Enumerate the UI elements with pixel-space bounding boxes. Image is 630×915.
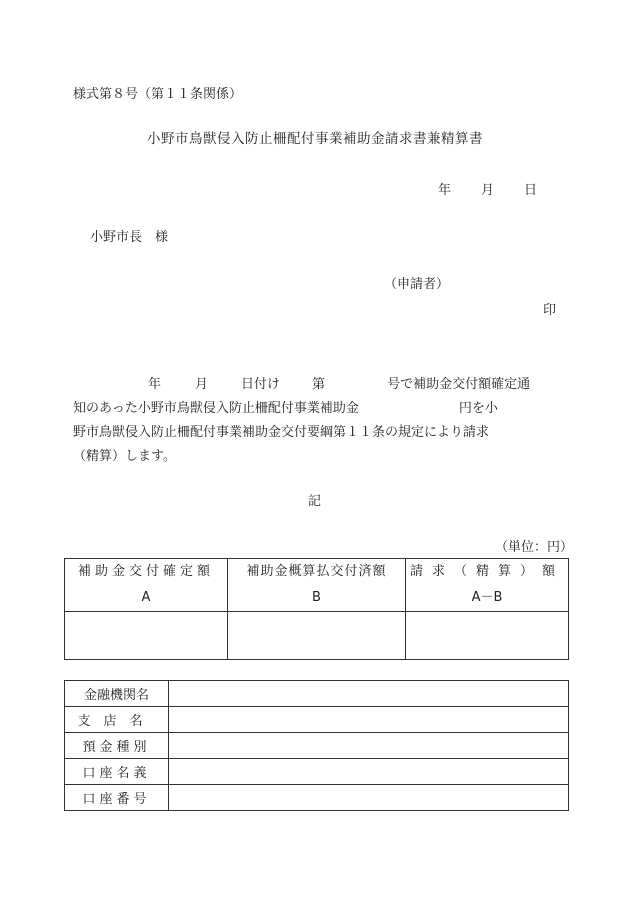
applicant-label: （申請者） [384, 277, 450, 292]
date-month: 月 [481, 183, 495, 198]
bank-row-institution [65, 681, 569, 707]
bank-value-holder[interactable] [169, 759, 569, 785]
body-line-4: （精算）します。 [73, 449, 176, 464]
date-year: 年 [438, 183, 452, 198]
calc-table-header-row [65, 559, 569, 612]
calc-table-value-row [65, 612, 569, 660]
bank-label-branch: 支店名 [65, 707, 169, 733]
ki-label: 記 [308, 494, 322, 509]
bank-row-type [65, 733, 569, 759]
calc-value-b[interactable] [228, 612, 406, 660]
body-line-2-a: 知のあった小野市鳥獣侵入防止柵配付事業補助金 [73, 401, 359, 416]
form-number: 様式第８号（第１１条関係） [73, 87, 243, 102]
bank-value-institution[interactable] [169, 681, 569, 707]
bank-row-holder [65, 759, 569, 785]
calc-value-a[interactable] [65, 612, 228, 660]
bank-label-holder: 口座名義 [65, 759, 169, 785]
calc-header-a [65, 559, 228, 612]
bank-account-table [64, 680, 569, 811]
seal-mark: 印 [543, 303, 557, 318]
body-line-2-b: 円を小 [458, 401, 498, 416]
body-line-1-rest: 号で補助金交付額確定通 [387, 377, 531, 392]
body-day: 日付け [241, 377, 281, 392]
bank-label-institution: 金融機関名 [65, 681, 169, 707]
date-line [438, 184, 537, 197]
bank-value-type[interactable] [169, 733, 569, 759]
calc-header-a-code: A [141, 590, 151, 605]
bank-value-number[interactable] [169, 785, 569, 811]
bank-label-number: 口座番号 [65, 785, 169, 811]
body-line-1 [73, 373, 559, 397]
bank-row-number [65, 785, 569, 811]
body-year: 年 [148, 377, 162, 392]
body-text [73, 373, 559, 469]
calc-header-a-label: 補助金交付確定額 [77, 564, 214, 579]
calc-header-b-label: 補助金概算払交付済額 [246, 564, 387, 579]
calc-value-ab[interactable] [406, 612, 569, 660]
body-line-2 [73, 397, 559, 421]
bank-label-type: 預金種別 [65, 733, 169, 759]
document-title: 小野市鳥獣侵入防止柵配付事業補助金請求書兼精算書 [147, 131, 483, 147]
date-day: 日 [524, 183, 538, 198]
unit-label: （単位：円） [495, 540, 574, 555]
calculation-table [64, 558, 569, 660]
bank-row-branch [65, 707, 569, 733]
calc-header-b-code: B [312, 590, 321, 605]
calc-header-b [228, 559, 406, 612]
calc-header-ab [406, 559, 569, 612]
body-line-3: 野市鳥獣侵入防止柵配付事業補助金交付要綱第１１条の規定により請求 [73, 425, 490, 440]
body-month: 月 [195, 377, 209, 392]
body-number-prefix: 第 [312, 377, 326, 392]
bank-value-branch[interactable] [169, 707, 569, 733]
calc-header-ab-code: A－B [471, 590, 503, 605]
addressee: 小野市長 様 [90, 230, 169, 245]
calc-header-ab-label: 請求（精算）額 [409, 564, 564, 579]
